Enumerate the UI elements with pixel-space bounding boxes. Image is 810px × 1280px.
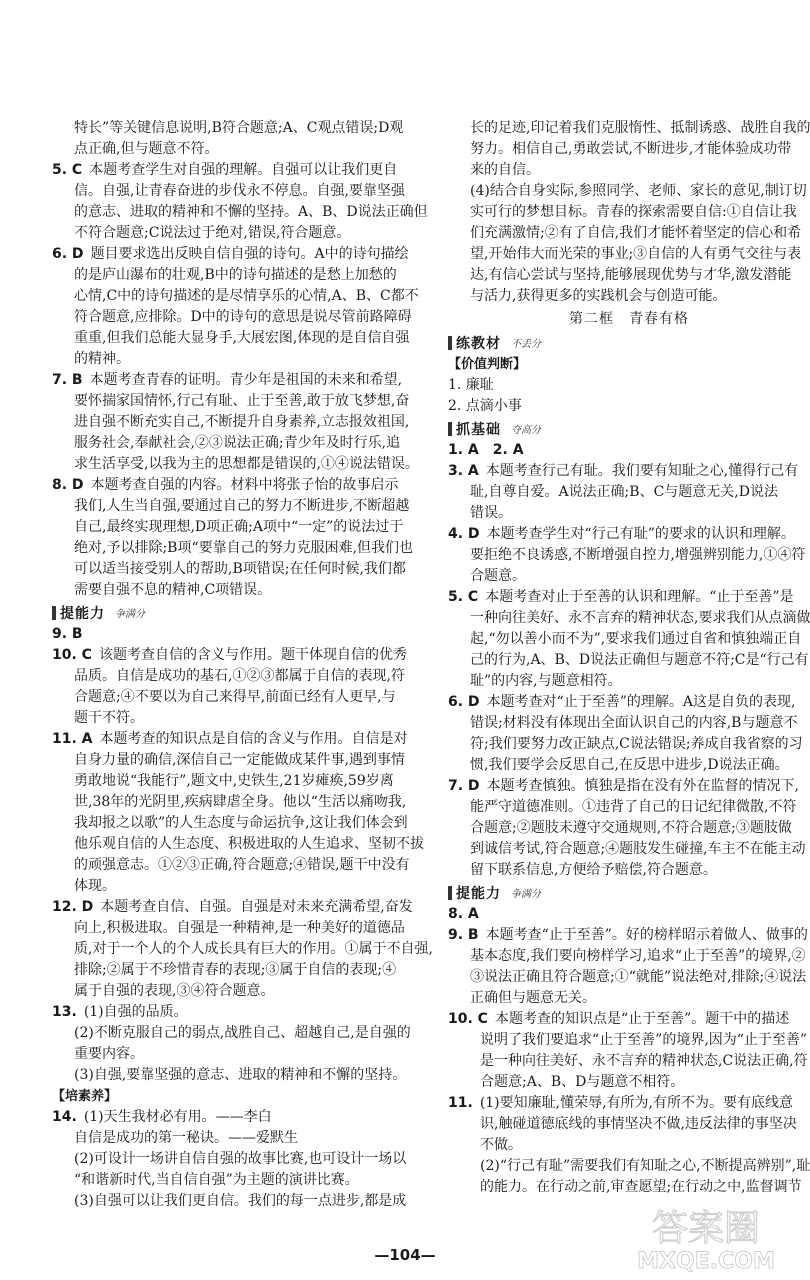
- line-text: (3)自强可以让我们更自信。我们的每一点进步,都是成: [74, 1193, 407, 1209]
- line-text: 不做。: [480, 1137, 522, 1153]
- right-column: [448, 118, 810, 1198]
- text-line: [448, 545, 810, 566]
- answer-number: 7. B: [52, 372, 83, 388]
- line-text: (4)结合自身实际,参照同学、老师、家长的意见,制订切: [470, 183, 807, 199]
- section-bar-icon: [448, 886, 452, 900]
- line-text: 进自强不断充实自己,不断提升自身素养,立志报效祖国,: [74, 414, 410, 430]
- line-text: 本题考查行己有耻。我们要有知耻之心,懂得行己有: [485, 463, 799, 479]
- bracket-heading: 【培素养】: [52, 1089, 118, 1104]
- text-line: [448, 461, 810, 482]
- answer-number: 9. B: [52, 626, 83, 642]
- line-text: 的顽强意志。①②③正确,符合题意;④错误,题干中没有: [74, 857, 410, 873]
- answer-number: 8. A: [448, 906, 479, 922]
- answer-number: 5. C: [448, 589, 479, 605]
- text-line: [52, 475, 438, 496]
- text-line: [52, 160, 438, 181]
- text-line: [52, 897, 438, 918]
- line-text: (2)可设计一场讲自信自强的故事比赛,也可设计一场以: [74, 1151, 407, 1167]
- text-line: [448, 671, 810, 692]
- text-line: [448, 1177, 810, 1198]
- text-line: [448, 440, 810, 461]
- line-text: 本题考查对“止于至善”的理解。A这是自负的表现,: [486, 694, 796, 710]
- text-line: [52, 834, 438, 855]
- text-line: [52, 580, 438, 601]
- line-text: 心情,C中的诗句描述的是尽情享乐的心情,A、B、C都不: [74, 288, 419, 304]
- line-text: 自己,最终实现理想,D项正确;A项中“一定”的说法过于: [74, 519, 404, 535]
- section-title: 练教材: [456, 335, 501, 352]
- line-text: 一种向往美好、永不言弃的精神状态,要求我们从点滴做: [470, 610, 810, 626]
- section-bar-icon: [448, 422, 452, 436]
- text-line: [52, 1002, 438, 1023]
- text-line: [448, 946, 810, 967]
- answer-number: 4. D: [448, 526, 480, 542]
- text-line: [448, 375, 810, 396]
- text-line: [52, 1044, 438, 1065]
- text-line: [52, 1128, 438, 1149]
- text-line: [448, 1072, 810, 1093]
- line-text: 达,有信心尝试与坚持,能够展现优势与才华,激发潜能: [470, 267, 792, 283]
- answer-number: 5. C: [52, 162, 83, 178]
- section-subtitle: 夺高分: [511, 425, 541, 436]
- page-number: —104—: [374, 1246, 436, 1264]
- line-text: 符;我们要努力改正缺点,C说法错误;养成自我省察的习: [470, 736, 803, 752]
- text-line: [448, 692, 810, 713]
- text-line: [448, 1030, 810, 1051]
- section-title: 抓基础: [456, 421, 501, 438]
- text-line: [448, 629, 810, 650]
- text-line: [52, 265, 438, 286]
- line-text: 我却报之以歌”的人生态度与命运抗争,这让我们体会到: [74, 815, 408, 831]
- text-line: [52, 1149, 438, 1170]
- answer-number: 11. A: [52, 731, 93, 747]
- line-text: 本题考查的知识点是自信的含义与作用。自信是对: [99, 731, 408, 747]
- text-line: [448, 988, 810, 1009]
- line-text: 该题考查自信的含义与作用。题干体现自信的优秀: [98, 647, 407, 663]
- text-line: [52, 855, 438, 876]
- line-text: 本题考查青春的证明。青少年是祖国的未来和希望,: [89, 372, 403, 388]
- line-text: 耻,自尊自爱。A说法正确;B、C与题意无关,D说法: [470, 484, 778, 500]
- line-text: 的精神。: [74, 351, 130, 367]
- line-text: 错误。: [470, 505, 512, 521]
- line-text: 来的自信。: [470, 162, 540, 178]
- line-text: 实可行的梦想目标。青春的探索需要自信:①自信让我: [470, 204, 797, 220]
- text-line: [448, 755, 810, 776]
- text-line: [448, 482, 810, 503]
- line-text: 合题意;A、B、D与题意不相符。: [480, 1074, 685, 1090]
- line-text: 惯,我们要学会反思自己,在反思中进步,D说法正确。: [470, 757, 789, 773]
- text-line: [52, 517, 438, 538]
- text-line: [448, 776, 810, 797]
- line-text: 可以适当接受别人的帮助,B项错误;在任何时候,我们都: [74, 561, 406, 577]
- line-text: (2)不断克服自己的弱点,战胜自己、超越自己,是自强的: [74, 1025, 411, 1041]
- line-text: 到诚信考试,符合题意;④题肢发生碰撞,车主不在能主动: [470, 841, 806, 857]
- text-line: [52, 181, 438, 202]
- line-text: 绝对,予以排除;B项“要靠自己的努力克服困难,但我们也: [74, 540, 414, 556]
- line-text: 的能力。在行动之前,审查愿望;在行动之中,监督调节: [480, 1179, 802, 1195]
- text-line: [448, 223, 810, 244]
- text-line: [448, 608, 810, 629]
- text-line: [52, 876, 438, 897]
- text-line: [448, 181, 810, 202]
- text-line: [448, 587, 810, 608]
- line-text: 信。自强,让青春奋进的步伐永不停息。自强,要靠坚强: [74, 183, 405, 199]
- section-title: 提能力: [60, 605, 105, 622]
- line-text: 本题考查对止于至善的认识和理解。“止于至善”是: [485, 589, 794, 605]
- line-text: 向上,积极进取。自强是一种精神,是一种美好的道德品: [74, 920, 405, 936]
- line-text: 2. 点滴小事: [448, 398, 522, 414]
- answer-number: 12. D: [52, 899, 94, 915]
- line-text: 的意志、进取的精神和不懈的坚持。A、B、D说法正确但: [74, 204, 428, 220]
- text-line: [52, 118, 438, 139]
- text-line: [448, 1156, 810, 1177]
- text-line: [448, 1135, 810, 1156]
- line-text: 本题考查慎独。慎独是指在没有外在监督的情况下,: [486, 778, 800, 794]
- line-text: 本题考查“止于至善”。好的榜样昭示着做人、做事的: [485, 927, 808, 943]
- text-line: [52, 1191, 438, 1212]
- line-text: 1. 廉耻: [448, 377, 494, 393]
- section-header: [448, 882, 810, 903]
- answer-number: 3. A: [448, 463, 479, 479]
- text-line: [52, 391, 438, 412]
- line-text: “和谐新时代,当自信自强”为主题的演讲比赛。: [74, 1172, 359, 1188]
- section-title: 提能力: [456, 885, 501, 902]
- section-bar-icon: [52, 606, 56, 620]
- text-line: [52, 792, 438, 813]
- text-line: [52, 202, 438, 223]
- text-line: [448, 160, 810, 181]
- text-line: [52, 939, 438, 960]
- line-text: 符合题意,应排除。D中的诗句的意思是说尽管前路障碍: [74, 309, 412, 325]
- line-text: 品质。自信是成功的基石,①②③都属于自信的表现,符: [74, 668, 405, 684]
- line-text: 自身力量的确信,深信自己一定能做成某件事,遇到事情: [74, 752, 405, 768]
- line-text: 自信是成功的第一秘诀。——爱默生: [74, 1130, 298, 1146]
- lesson-subtitle: 第二框 青春有格: [569, 311, 689, 327]
- bracket-heading: 【价值判断】: [448, 357, 527, 372]
- line-text: 不符合题意;C说法过于绝对,错误,符合题意。: [74, 225, 351, 241]
- text-line: [448, 286, 810, 307]
- text-line: [448, 967, 810, 988]
- line-text: 长的足迹,印记着我们克服惰性、抵制诱惑、战胜自我的: [470, 120, 810, 136]
- text-line: [52, 1065, 438, 1086]
- line-text: 本题考查学生对自强的理解。自强可以让我们更自: [89, 162, 398, 178]
- line-text: 耻”的内容,与题意相符。: [470, 673, 622, 689]
- line-text: 本题考查自强的内容。材料中将张子怡的故事启示: [90, 477, 399, 493]
- line-text: 合题意;②题肢未遵守交通规则,不符合题意;③题肢做: [470, 820, 792, 836]
- line-text: 服务社会,奉献社会,②③说法正确;青少年及时行乐,追: [74, 435, 401, 451]
- text-line: [52, 687, 438, 708]
- text-line: [52, 918, 438, 939]
- answer-number: 6. D: [52, 246, 84, 262]
- line-text: 们充满激情;②有了自信,我们才能怀着坚定的信心和希: [470, 225, 802, 241]
- text-line: [448, 734, 810, 755]
- answer-number: 9. B: [448, 927, 479, 943]
- text-line: [52, 624, 438, 645]
- text-line: [448, 860, 810, 881]
- text-line: [52, 729, 438, 750]
- text-line: [52, 139, 438, 160]
- line-text: (2)“行己有耻”需要我们有知耻之心,不断提高辨别”,耻: [480, 1158, 810, 1174]
- text-line: [448, 1114, 810, 1135]
- line-text: 要拒绝不良诱惑,不断增强自控力,增强辨别能力,①④符: [470, 547, 806, 563]
- answer-number: 1. A 2. A: [448, 442, 524, 458]
- line-text: 本题考查学生对“行己有耻”的要求的认识和理解。: [486, 526, 795, 542]
- text-line: [52, 244, 438, 265]
- text-line: [52, 559, 438, 580]
- text-line: [448, 1051, 810, 1072]
- text-line: [52, 328, 438, 349]
- section-bar-icon: [448, 336, 452, 350]
- text-line: [52, 496, 438, 517]
- text-line: [52, 981, 438, 1002]
- line-text: 是一种向往美好、永不言弃的精神状态,C说法正确,符: [480, 1053, 808, 1069]
- line-text: 体现。: [74, 878, 116, 894]
- answer-number: 10. C: [448, 1011, 488, 1027]
- line-text: (1)天生我材必有用。——李白: [83, 1109, 272, 1125]
- text-line: [448, 524, 810, 545]
- line-text: 起,“勿以善小而不为”,要求我们通过自省和慎独端正自: [470, 631, 802, 647]
- text-line: [448, 396, 810, 417]
- text-line: [52, 708, 438, 729]
- text-line: [52, 307, 438, 328]
- text-line: [52, 666, 438, 687]
- text-line: [52, 370, 438, 391]
- text-line: [52, 960, 438, 981]
- line-text: 重重,但我们总能大显身手,大展宏图,体现的是自信自强: [74, 330, 410, 346]
- line-text: 本题考查的知识点是“止于至善”。题干中的描述: [494, 1011, 790, 1027]
- line-text: 我们,人生当自强,要通过自己的努力不断进步,不断超越: [74, 498, 410, 514]
- line-text: 能严守道德准则。①违背了自己的日记纪律微散,不符: [470, 799, 797, 815]
- line-text: 识,触碰道德底线的事情坚决不做,违反法律的事坚决: [480, 1116, 797, 1132]
- line-text: 本题考查自信、自强。自强是对未来充满希望,奋发: [100, 899, 413, 915]
- text-line: [52, 433, 438, 454]
- section-header: [52, 602, 438, 623]
- line-text: 合题意。: [470, 568, 526, 584]
- text-line: [52, 349, 438, 370]
- text-line: [448, 118, 810, 139]
- line-text: 错误;材料没有体现出全面认识自己的内容,B与题意不: [470, 715, 798, 731]
- text-line: [448, 818, 810, 839]
- line-text: 要怀揣家国情怀,行己有耻、止于至善,敢于放飞梦想,奋: [74, 393, 410, 409]
- text-line: [52, 750, 438, 771]
- line-text: 与活力,获得更多的实践机会与创造可能。: [470, 288, 727, 304]
- line-text: 重要内容。: [74, 1046, 144, 1062]
- text-line: [448, 839, 810, 860]
- line-text: 基本态度,我们要向榜样学习,追求“止于至善”的境界,②: [470, 948, 806, 964]
- text-line: [448, 1009, 810, 1030]
- text-line: [448, 244, 810, 265]
- text-line: [448, 797, 810, 818]
- line-text: 点正确,但与题意不符。: [74, 141, 219, 157]
- line-text: 正确但与题意无关。: [470, 990, 596, 1006]
- left-column: [52, 118, 438, 1212]
- line-text: (1)自强的品质。: [83, 1004, 188, 1020]
- line-text: 留下联系信息,方便给予赔偿,符合题意。: [470, 862, 717, 878]
- answer-number: 6. D: [448, 694, 480, 710]
- section-subtitle: 争满分: [115, 609, 145, 620]
- text-line: [52, 645, 438, 666]
- line-text: (1)要知廉耻,懂荣辱,有所为,有所不为。要有底线意: [479, 1095, 793, 1111]
- text-line: [448, 139, 810, 160]
- answer-number: 8. D: [52, 477, 84, 493]
- line-text: 的是庐山瀑布的壮观,B中的诗句描述的是愁上加愁的: [74, 267, 397, 283]
- answer-number: 10. C: [52, 647, 92, 663]
- line-text: 需要自强不息的精神,C项错误。: [74, 582, 272, 598]
- answer-number: 7. D: [448, 778, 480, 794]
- line-text: 求生活享受,以我为主的思想都是错误的,①④说法错误。: [74, 456, 419, 472]
- line-text: 题干不符。: [74, 710, 144, 726]
- text-line: [448, 650, 810, 671]
- text-line: [52, 1170, 438, 1191]
- section-header: [448, 332, 810, 353]
- line-text: 世,38年的光阴里,疾病肆虐全身。他以“生活以痛吻我,: [74, 794, 407, 810]
- text-line: [52, 813, 438, 834]
- line-text: 说明了我们要追求“止于至善”的境界,因为“止于至善”: [480, 1032, 808, 1048]
- line-text: 努力。相信自己,勇敢尝试,不断进步,才能体验成功带: [470, 141, 792, 157]
- answer-number: 14.: [52, 1109, 77, 1125]
- text-line: [448, 1093, 810, 1114]
- line-text: 排除;②属于不珍惜青春的表现;③属于自信的表现;④: [74, 962, 397, 978]
- text-line: [448, 503, 810, 524]
- text-line: [448, 566, 810, 587]
- text-line: [448, 713, 810, 734]
- answer-number: 13.: [52, 1004, 77, 1020]
- text-line: [448, 265, 810, 286]
- watermark-text-url: MXQE.COM: [637, 1249, 775, 1274]
- section-subtitle: 不丢分: [511, 339, 541, 350]
- text-line: [52, 454, 438, 475]
- text-line: [448, 904, 810, 925]
- line-text: (3)自强,要靠坚强的意志、进取的精神和不懈的坚持。: [74, 1067, 407, 1083]
- text-line: [52, 223, 438, 244]
- text-line: [448, 925, 810, 946]
- line-text: ③说法正确且符合题意;①“就能”说法绝对,排除;④说法: [470, 969, 807, 985]
- section-header: [448, 418, 810, 439]
- line-text: 质,对于一个人的个人成长具有巨大的作用。①属于不自强,: [74, 941, 433, 957]
- line-text: 属于自强的表现,③④符合题意。: [74, 983, 275, 999]
- watermark-text-cn: 答案圈: [651, 1208, 761, 1249]
- text-line: [52, 538, 438, 559]
- line-text: 望,开始伟大而光荣的事业;③自信的人有勇气交往与表: [470, 246, 802, 262]
- line-text: 勇敢地说“我能行”,题文中,史铁生,21岁瘫痪,59岁离: [74, 773, 394, 789]
- line-text: 己的行为,A、B、D说法正确但与题意不符;C是“行己有: [470, 652, 809, 668]
- text-line: [52, 1107, 438, 1128]
- line-text: 题目要求选出反映自信自强的诗句。A中的诗句描绘: [90, 246, 409, 262]
- watermark-logo: [606, 1196, 806, 1274]
- text-line: [448, 202, 810, 223]
- answer-number: 11.: [448, 1095, 473, 1111]
- line-text: 他乐观自信的人生态度、积极进取的人生追求、坚韧不拔: [74, 836, 424, 852]
- text-line: [52, 286, 438, 307]
- text-line: [52, 1023, 438, 1044]
- section-subtitle: 争满分: [511, 889, 541, 900]
- line-text: 特长”等关键信息说明,B符合题意;A、C观点错误;D观: [74, 120, 404, 136]
- text-line: [52, 412, 438, 433]
- line-text: 合题意;④不要以为自己来得早,前面已经有人更早,与: [74, 689, 396, 705]
- text-line: [52, 771, 438, 792]
